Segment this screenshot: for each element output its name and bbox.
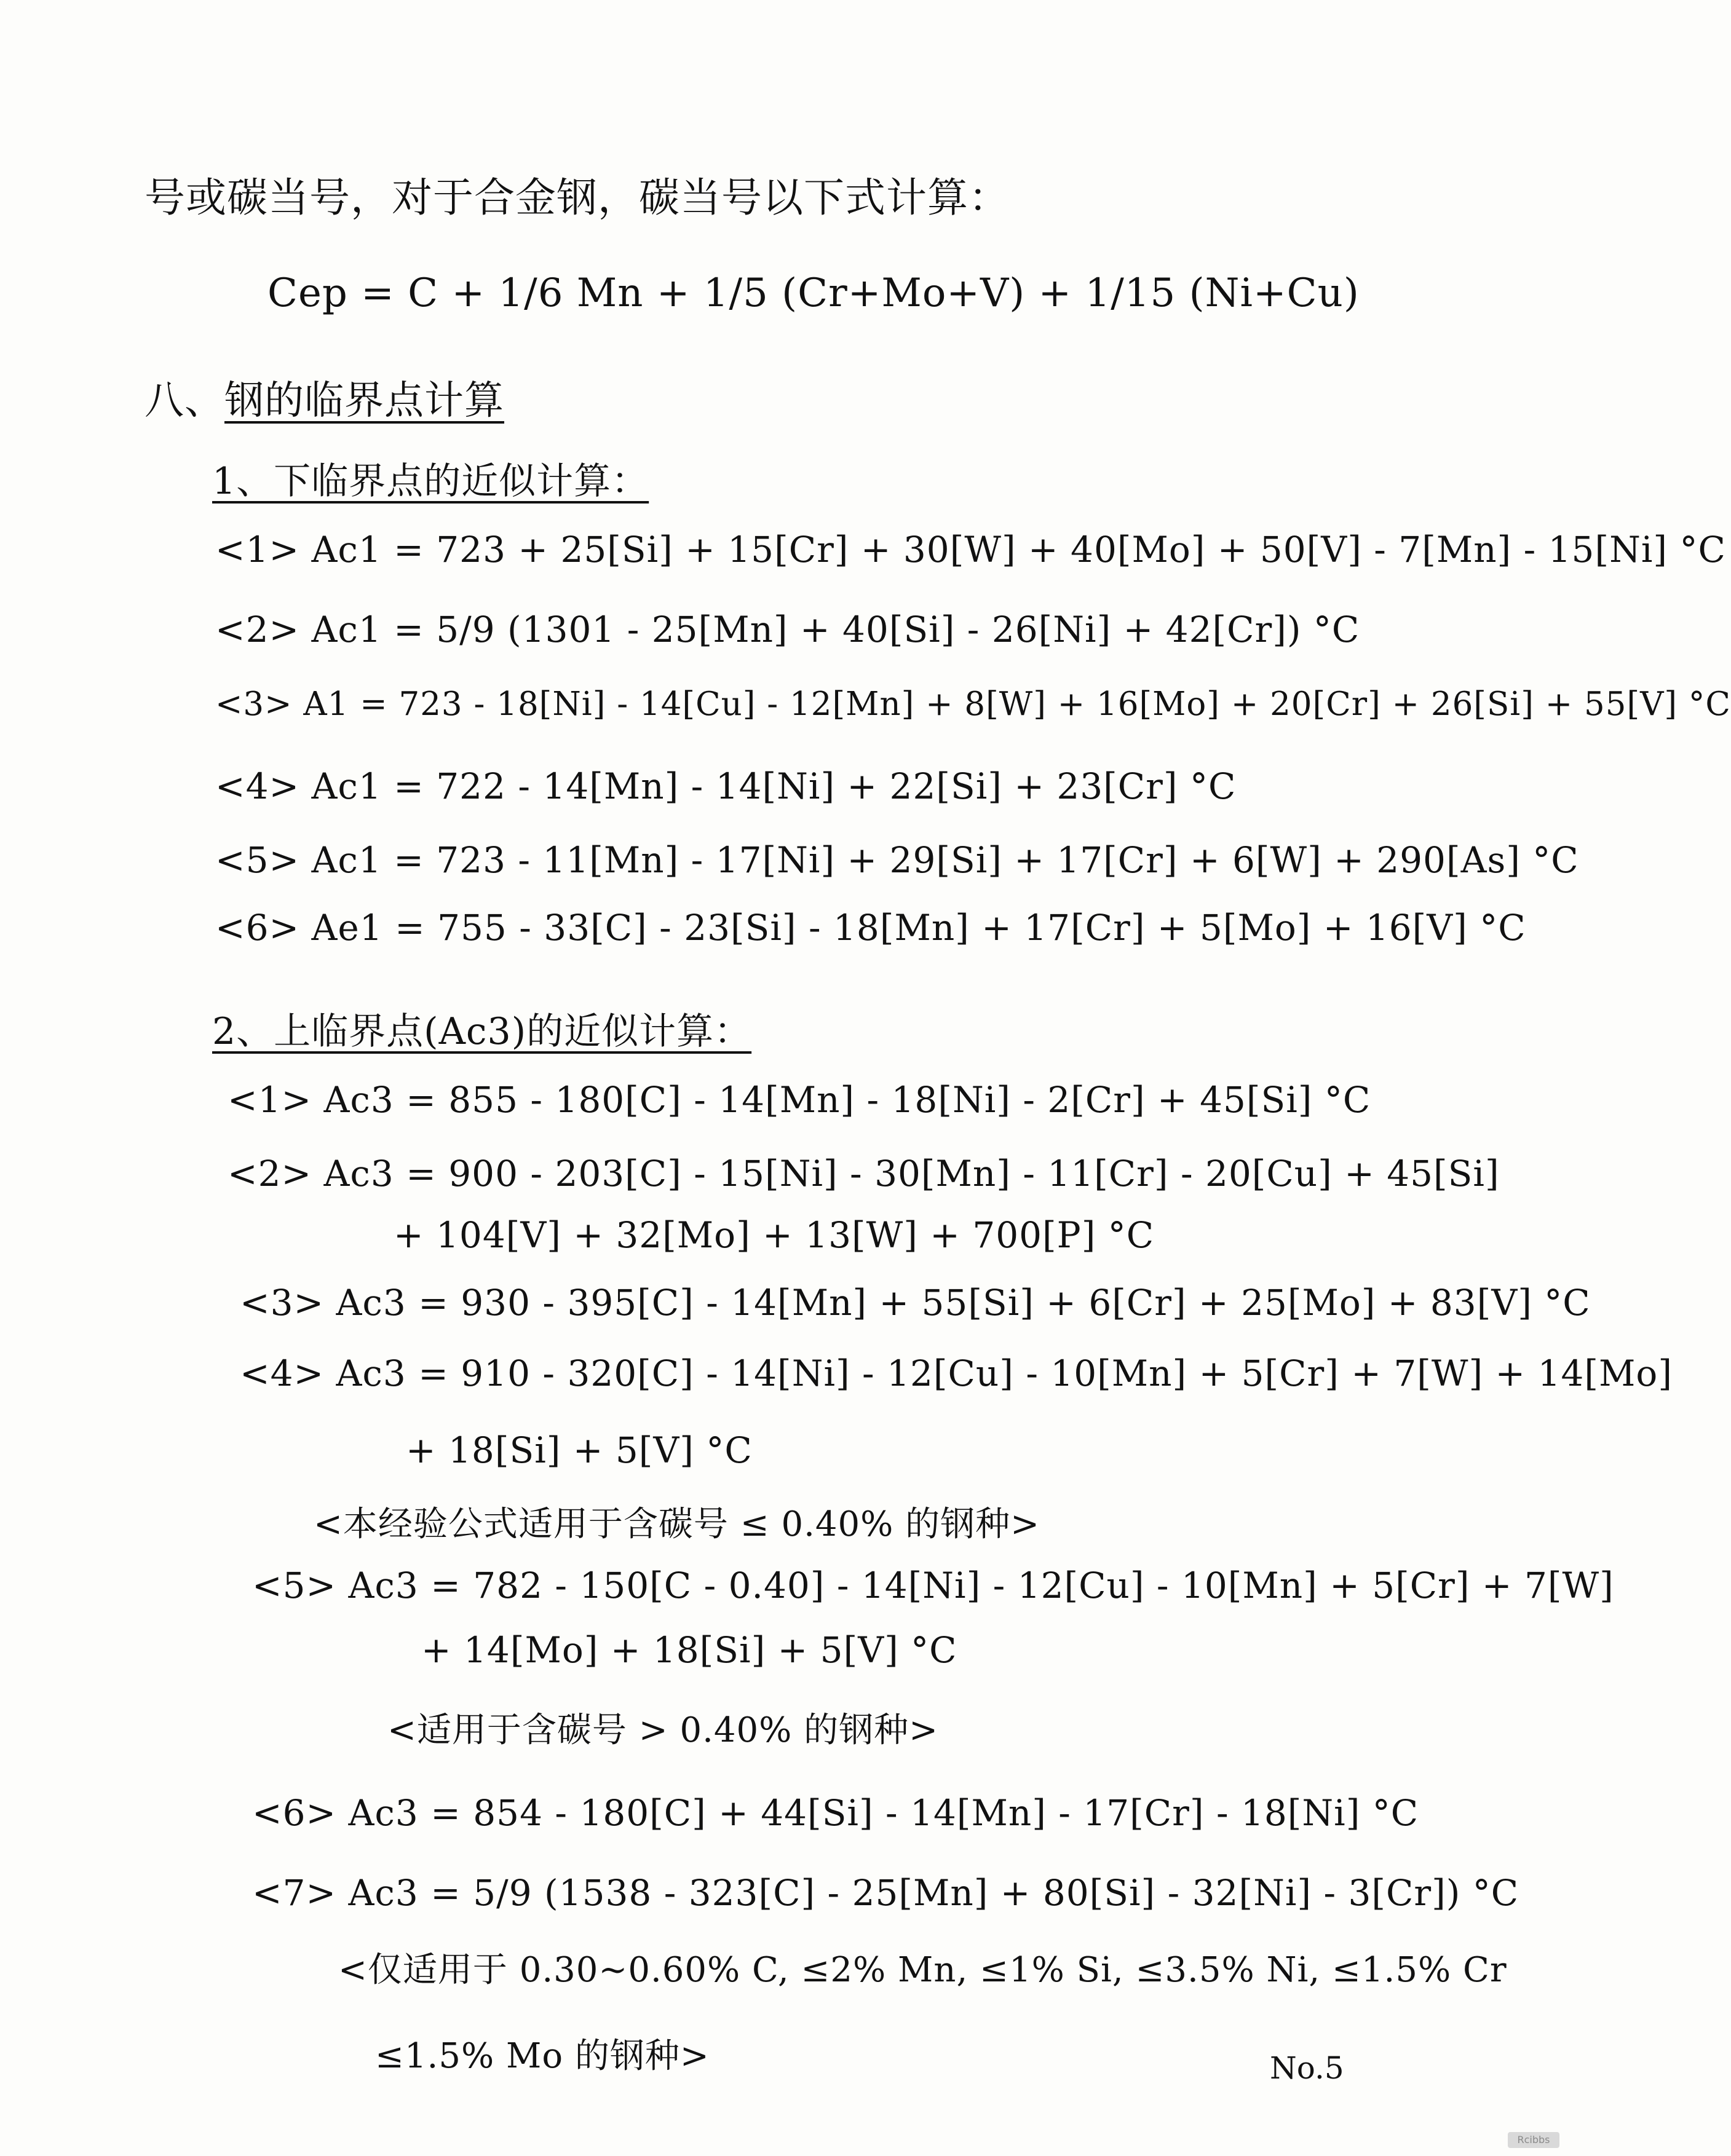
ac3-formula-4-note: <本经验公式适用于含碳号 ≤ 0.40% 的钢种> xyxy=(314,1504,1040,1544)
ac3-formula-7-note-continued: ≤1.5% Mo 的钢种> xyxy=(375,2036,710,2076)
ac1-formula-3: <3> A1 = 723 - 18[Ni] - 14[Cu] - 12[Mn] + 8[W] + 16[Mo] + 20[Cr] + 26[Si] + 55[V] °C xyxy=(215,685,1731,723)
intro-text: 号或碳当号，对于合金钢，碳当号以下式计算： xyxy=(145,174,1010,221)
page-number: No.5 xyxy=(1270,2050,1344,2086)
ac3-formula-5-note: <适用于含碳号 > 0.40% 的钢种> xyxy=(387,1710,939,1750)
ac3-formula-7: <7> Ac3 = 5/9 (1538 - 323[C] - 25[Mn] + 80[Si] - 32[Ni] - 3[Cr]) °C xyxy=(252,1872,1519,1914)
ac3-formula-2: <2> Ac3 = 900 - 203[C] - 15[Ni] - 30[Mn] - 11[Cr] - 20[Cu] + 45[Si] xyxy=(228,1153,1500,1194)
ac3-formula-4: <4> Ac3 = 910 - 320[C] - 14[Ni] - 12[Cu] - 10[Mn] + 5[Cr] + 7[W] + 14[Mo] xyxy=(240,1352,1673,1394)
section-title: 钢的临界点计算 xyxy=(224,378,504,424)
ac3-formula-2-continued: + 104[V] + 32[Mo] + 13[W] + 700[P] °C xyxy=(394,1214,1155,1256)
ac3-formula-5-continued: + 14[Mo] + 18[Si] + 5[V] °C xyxy=(421,1629,957,1671)
watermark-badge: Rcibbs xyxy=(1508,2132,1559,2148)
ac3-formula-6: <6> Ac3 = 854 - 180[C] + 44[Si] - 14[Mn] - 17[Cr] - 18[Ni] °C xyxy=(252,1792,1419,1834)
section-heading xyxy=(145,369,504,425)
section-number: 八、 xyxy=(145,378,224,424)
carbon-equivalent-formula: Cep = C + 1/6 Mn + 1/5 (Cr+Mo+V) + 1/15 (Ni+Cu) xyxy=(267,270,1360,316)
ac3-formula-4-continued: + 18[Si] + 5[V] °C xyxy=(406,1429,753,1471)
ac3-formula-1: <1> Ac3 = 855 - 180[C] - 14[Mn] - 18[Ni] - 2[Cr] + 45[Si] °C xyxy=(228,1079,1371,1121)
subsection-1-title: 1、下临界点的近似计算： xyxy=(212,460,649,503)
ac1-formula-1: <1> Ac1 = 723 + 25[Si] + 15[Cr] + 30[W] + 40[Mo] + 50[V] - 7[Mn] - 15[Ni] °C xyxy=(215,529,1726,571)
subsection-2-title: 2、上临界点(Ac3)的近似计算： xyxy=(212,1010,752,1053)
ac1-formula-5: <5> Ac1 = 723 - 11[Mn] - 17[Ni] + 29[Si] + 17[Cr] + 6[W] + 290[As] °C xyxy=(215,839,1579,881)
ac3-formula-7-note: <仅适用于 0.30~0.60% C, ≤2% Mn, ≤1% Si, ≤3.5% Ni, ≤1.5% Cr xyxy=(338,1950,1507,1990)
ae1-formula-6: <6> Ae1 = 755 - 33[C] - 23[Si] - 18[Mn] + 17[Cr] + 5[Mo] + 16[V] °C xyxy=(215,907,1526,949)
ac1-formula-4: <4> Ac1 = 722 - 14[Mn] - 14[Ni] + 22[Si] + 23[Cr] °C xyxy=(215,765,1237,807)
ac3-formula-5: <5> Ac3 = 782 - 150[C - 0.40] - 14[Ni] - 12[Cu] - 10[Mn] + 5[Cr] + 7[W] xyxy=(252,1565,1614,1606)
ac1-formula-2: <2> Ac1 = 5/9 (1301 - 25[Mn] + 40[Si] - 26[Ni] + 42[Cr]) °C xyxy=(215,609,1360,650)
ac3-formula-3: <3> Ac3 = 930 - 395[C] - 14[Mn] + 55[Si] + 6[Cr] + 25[Mo] + 83[V] °C xyxy=(240,1282,1591,1324)
